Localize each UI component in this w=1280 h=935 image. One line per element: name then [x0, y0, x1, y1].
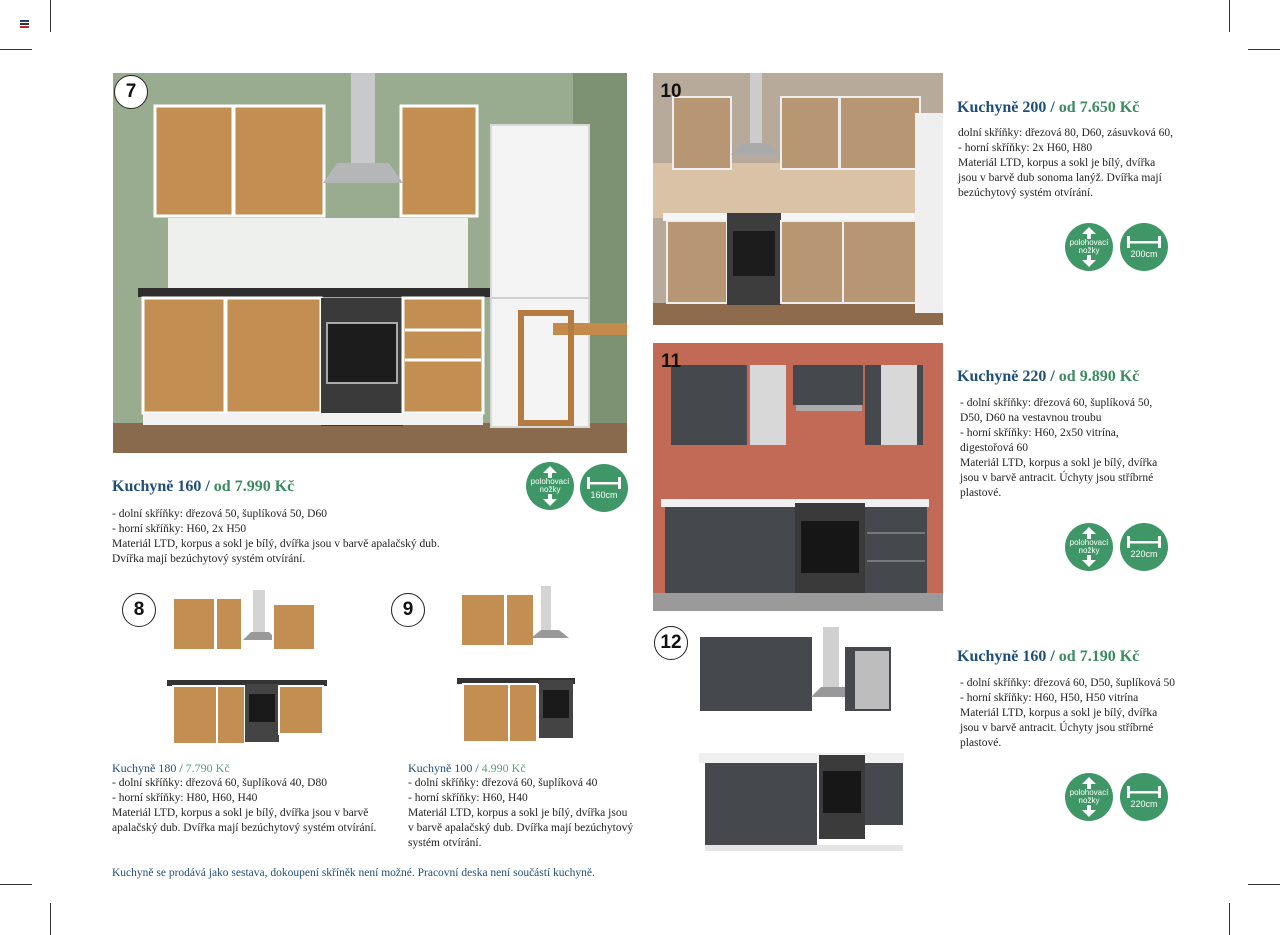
crop-mark — [1229, 903, 1230, 935]
kitchen-7-description: - dolní skříňky: dřezová 50, šuplíková 50, D60 - horní skříňky: H60, 2x H50 Materiál LTD, korpus a sokl je bílý, dvířka jsou v barvě apalačský dub. Dvířka mají bezúchytový systém otvírání. — [112, 508, 440, 565]
adjustable-legs-badge: polohovací nožky — [1065, 773, 1113, 821]
arrow-down-icon — [1082, 555, 1096, 567]
kitchen-10-title: Kuchyně 200 / od 7.650 Kč — [957, 99, 1140, 116]
color-bar-icon — [20, 20, 29, 27]
arrow-down-icon — [1082, 805, 1096, 817]
crop-mark — [0, 49, 32, 50]
kitchen-number-badge: 7 — [114, 75, 148, 109]
kitchen-number-badge: 8 — [122, 593, 156, 627]
width-measure-icon — [1127, 536, 1161, 548]
kitchen-name: Kuchyně 160 — [112, 478, 202, 495]
kitchen-8-photo — [165, 588, 330, 748]
kitchen-9-title: Kuchyně 100 / 4.990 Kč — [408, 761, 526, 775]
kitchen-number-badge: 12 — [654, 626, 688, 660]
footnote: Kuchyně se prodává jako sestava, dokoupení skříněk není možné. Pracovní deska není součástí kuchyně. — [112, 867, 595, 879]
crop-mark — [0, 884, 32, 885]
kitchen-price: od 7.990 Kč — [213, 478, 295, 495]
kitchen-10-description: dolní skříňky: dřezová 80, D60, zásuvková 60, - horní skříňky: 2x H60, H80 Materiál LTD, korpus a sokl je bílý, dvířka jsou v barvě dub sonoma lanýž. Dvířka mají bezúchytový systém otvírání. — [958, 127, 1173, 199]
width-measure-icon — [1127, 236, 1161, 248]
arrow-down-icon — [1082, 255, 1096, 267]
kitchen-number-badge: 11 — [660, 351, 682, 372]
kitchen-number-badge: 10 — [660, 81, 682, 102]
kitchen-12-title: Kuchyně 160 / od 7.190 Kč — [957, 648, 1140, 665]
width-badge: 220cm — [1120, 523, 1168, 571]
kitchen-8-title: Kuchyně 180 / 7.790 Kč — [112, 761, 230, 775]
crop-mark — [1248, 49, 1280, 50]
kitchen-7-photo — [113, 73, 627, 453]
crop-mark — [50, 903, 51, 935]
arrow-down-icon — [543, 494, 557, 506]
width-badge: 220cm — [1120, 773, 1168, 821]
kitchen-number-badge: 9 — [391, 593, 425, 627]
kitchen-12-description: - dolní skříňky: dřezová 60, D50, šuplíková 50 - horní skříňky: H60, H50, H50 vitrína Materiál LTD, korpus a sokl je bílý, dvířka jsou v barvě antracit. Úchyty jsou stříbrné plastové. — [960, 677, 1175, 749]
adjustable-legs-badge: polohovací nožky — [1065, 523, 1113, 571]
kitchen-10-photo — [653, 73, 943, 325]
width-measure-icon — [1127, 786, 1161, 798]
width-badge: 160cm — [580, 464, 628, 512]
kitchen-9-description: - dolní skříňky: dřezová 60, šuplíková 40 - horní skříňky: H60, H40 Materiál LTD, korpus a sokl je bílý, dvířka jsou v barvě apalačský dub. Dvířka mají bezúchytový systém otvírání. — [408, 777, 634, 849]
width-measure-icon — [587, 477, 621, 489]
kitchen-11-description: - dolní skříňky: dřezová 60, šuplíková 50, D50, D60 na vestavnou troubu - horní skříňky: H60, 2x50 vitrína, digestořová 60 Materiál LTD, korpus a sokl je bílý, dvířka jsou v barvě antracit. Úchyty jsou stříbrné plastové. — [960, 397, 1158, 499]
adjustable-legs-badge: polohovací nožky — [1065, 223, 1113, 271]
kitchen-11-photo — [653, 343, 943, 611]
kitchen-8-description: - dolní skříňky: dřezová 60, šuplíková 40, D80 - horní skříňky: H80, H60, H40 Materiál LTD, korpus a sokl je bílý, dvířka jsou v barvě apalačský dub. Dvířka mají bezúchytový systém otvírání. — [112, 777, 377, 834]
crop-mark — [1248, 884, 1280, 885]
crop-mark — [1229, 0, 1230, 32]
kitchen-9-photo — [455, 584, 580, 749]
kitchen-12-photo — [695, 625, 910, 855]
kitchen-7-title: Kuchyně 160 / od 7.990 Kč — [112, 478, 295, 495]
kitchen-11-title: Kuchyně 220 / od 9.890 Kč — [957, 368, 1140, 385]
width-badge: 200cm — [1120, 223, 1168, 271]
crop-mark — [50, 0, 51, 32]
adjustable-legs-badge: polohovací nožky — [526, 462, 574, 510]
